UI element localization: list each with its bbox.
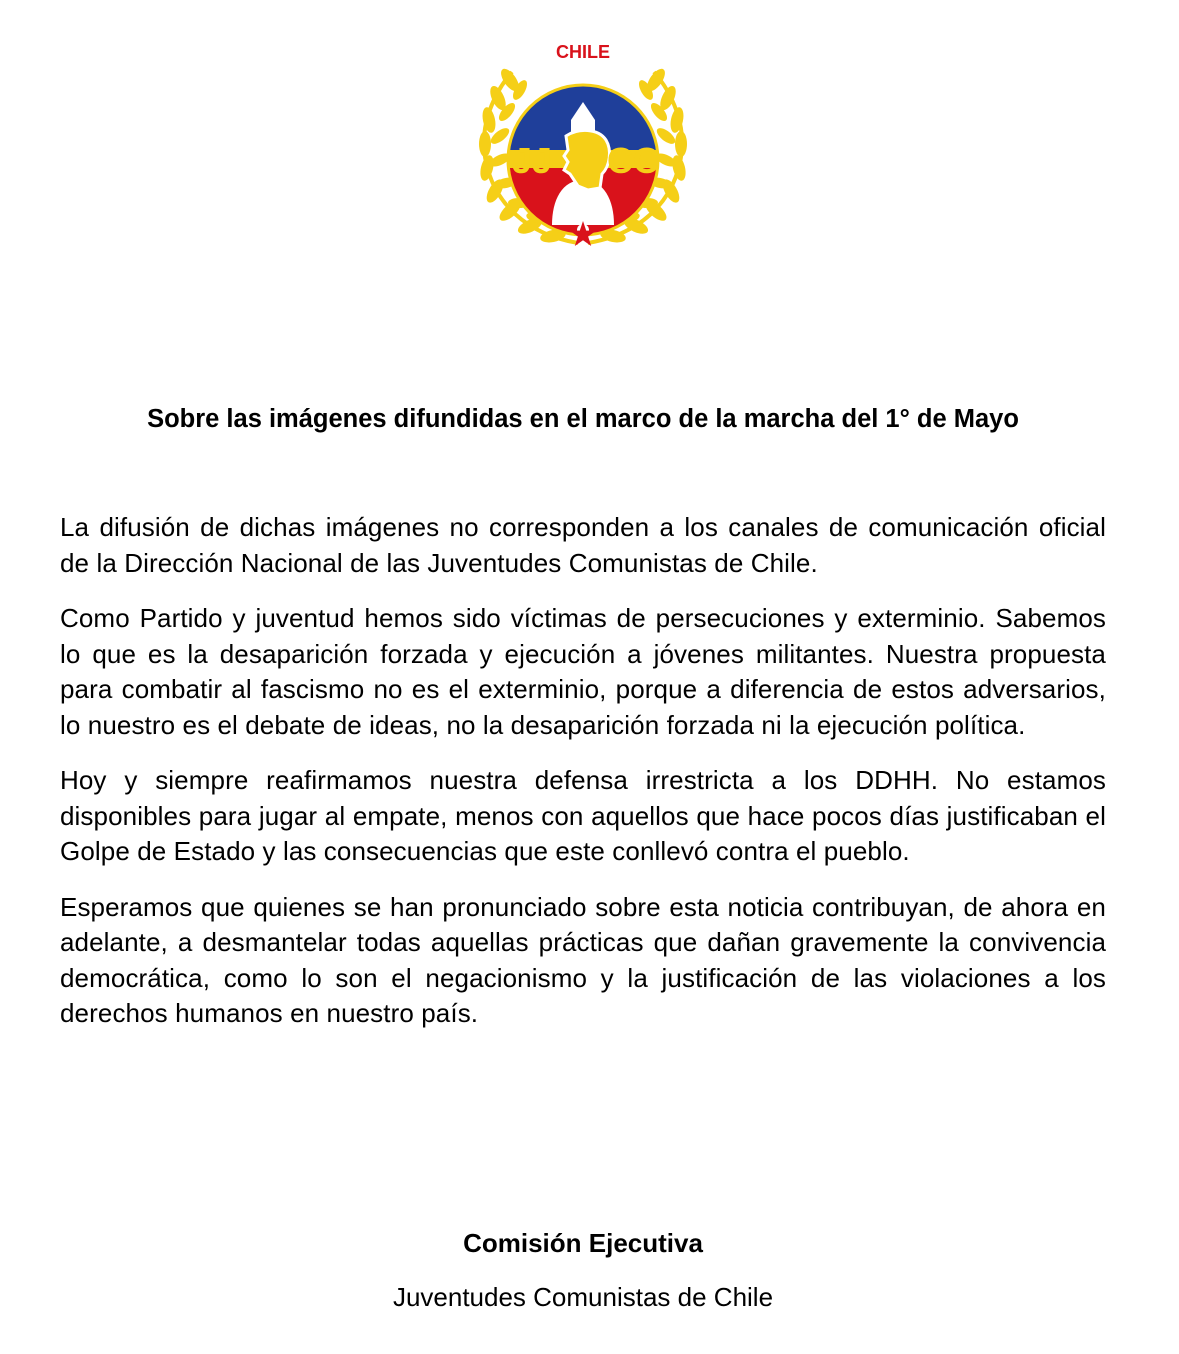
logo-letters-left: JJ bbox=[511, 140, 553, 181]
paragraph-1: La difusión de dichas imágenes no corresponden a los canales de comunicación oficial de la Dirección Nacional de las Juventudes Comunistas de Chile. bbox=[60, 512, 1106, 578]
logo-country-text: CHILE bbox=[556, 42, 610, 62]
document-body bbox=[60, 510, 1106, 1052]
document-title: Sobre las imágenes difundidas en el marco de la marcha del 1° de Mayo bbox=[147, 405, 1019, 433]
jjcc-logo bbox=[470, 40, 696, 250]
jjcc-logo-emblem bbox=[470, 40, 696, 250]
signature-title: Comisión Ejecutiva bbox=[463, 1228, 703, 1258]
signature-organization: Juventudes Comunistas de Chile bbox=[392, 1282, 774, 1312]
paragraph-3: Hoy y siempre reafirmamos nuestra defensa irrestricta a los DDHH. No estamos disponibles para jugar al empate, menos con aquellos que hace pocos días justificaban el Golpe de Estado y las consecuencias que este conllevó contra el pueblo. bbox=[60, 765, 1106, 866]
paragraph-4: Esperamos que quienes se han pronunciado sobre esta noticia contribuyan, de ahora en adelante, a desmantelar todas aquellas prácticas que dañan gravemente la convivencia democrática, como lo son el negacionismo y la justificación de las violaciones a los derechos humanos en nuestro país. bbox=[60, 891, 1106, 1028]
logo-letters-right: CC bbox=[607, 140, 659, 181]
paragraph-2: Como Partido y juventud hemos sido víctimas de persecuciones y exterminio. Sabemos lo que es la desaparición forzada y ejecución a jóvenes militantes. Nuestra propuesta para combatir al fascismo no es el exterminio, porque a diferencia de estos adversarios, lo nuestro es el debate de ideas, no la desaparición forzada ni la ejecución política. bbox=[60, 603, 1106, 740]
